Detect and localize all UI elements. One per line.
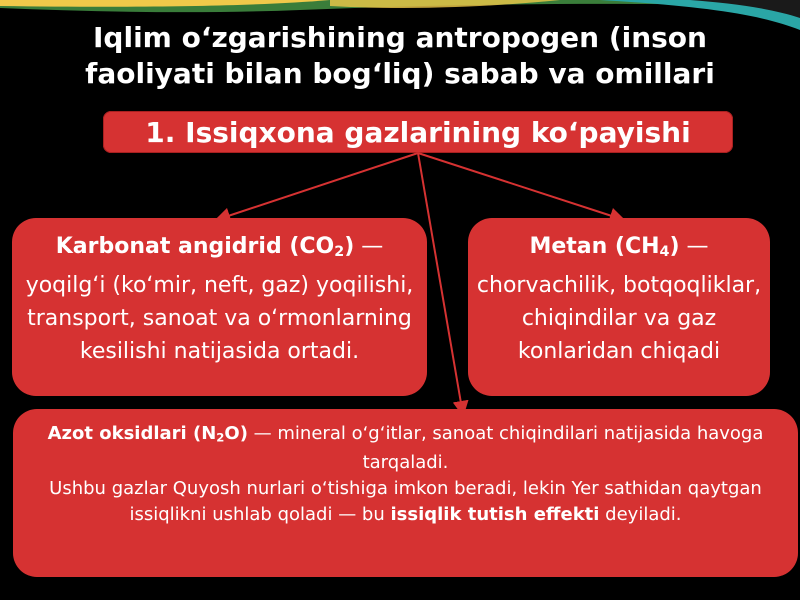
n2o-text: — mineral oʻgʻitlar, sanoat chiqindilari natijasida havoga tarqaladi. (247, 423, 764, 474)
co2-box (12, 218, 427, 396)
ch4-box (468, 218, 770, 396)
ch4-text: — chorvachilik, botqoqliklar, chiqindilar va gaz konlaridan chiqadi (476, 234, 762, 364)
title-line-2: faoliyati bilan bogʻliq) sabab va omillari (85, 57, 715, 90)
title-line-1: Iqlim oʻzgarishining antropogen (inson (93, 21, 707, 54)
greenhouse-effect-term: issiqlik tutish effekti (390, 504, 600, 526)
arrow-to-co2 (222, 153, 418, 218)
page-title (0, 20, 800, 92)
ch4-heading: Metan $(CH_4)$ (529, 234, 680, 260)
header-label: 1. Issiqxona gazlarining koʻpayishi (145, 115, 691, 149)
co2-text: — yoqilgʻi (koʻmir, neft, gaz) yoqilishi, transport, sanoat va oʻrmonlarning kesilishi natijasida ortadi. (25, 234, 414, 364)
arrow-to-ch4 (418, 153, 618, 218)
n2o-heading: Azot oksidlari $(N_2O)$ (47, 423, 248, 445)
n2o-paragraph-2: Ushbu gazlar Quyosh nurlari oʻtishiga imkon beradi, lekin Yer sathidan qaytgan issiqlikni ushlab qoladi — bu issiqlik tutish effekti deyiladi. (49, 478, 762, 526)
n2o-paragraph-1 (25, 421, 786, 476)
co2-heading: Karbonat angidrid $(CO_2)$ (55, 234, 355, 260)
n2o-box (13, 409, 798, 577)
greenhouse-gases-header (103, 111, 733, 153)
